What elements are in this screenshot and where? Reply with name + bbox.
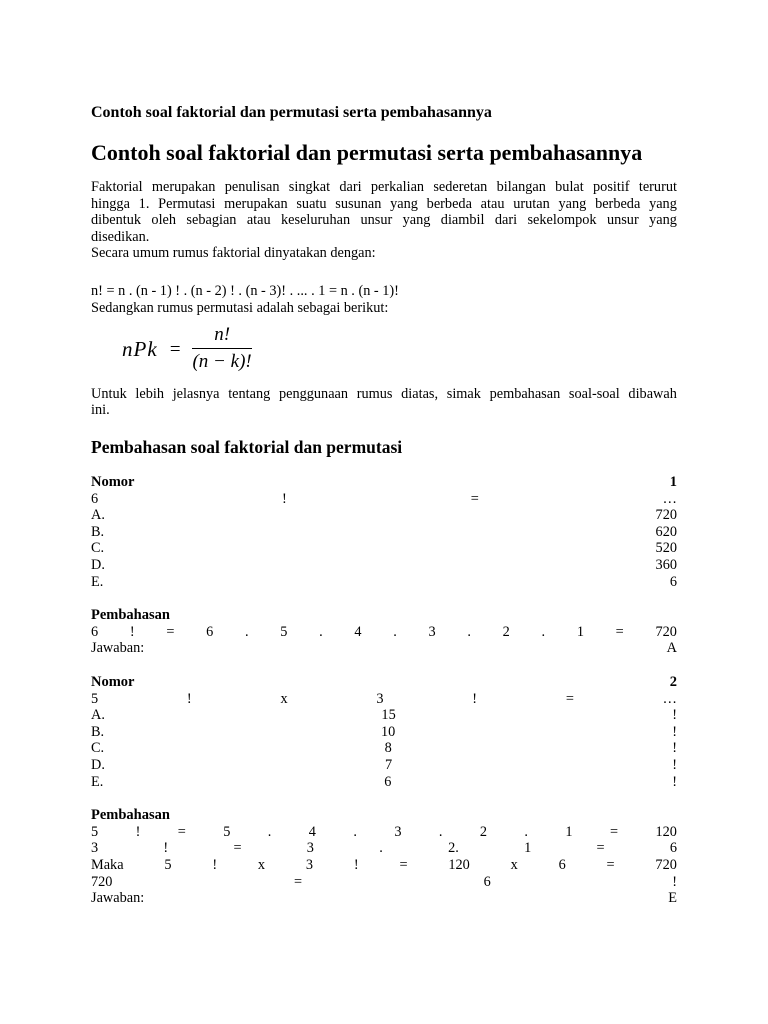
text-token: simak	[446, 385, 481, 402]
text-token: .	[524, 823, 528, 840]
text-token: !	[186, 690, 192, 707]
text-token: 15	[381, 707, 396, 724]
fraction-numerator: n!	[192, 325, 251, 349]
text-token: Nomor	[91, 673, 135, 690]
text-token: sekelompok	[527, 212, 597, 229]
usage-line	[91, 386, 677, 403]
usage-note	[91, 386, 677, 419]
text-token: !	[212, 856, 218, 873]
text-token: D.	[91, 756, 105, 773]
text-token: dibentuk	[91, 212, 142, 229]
text-token: 10	[381, 723, 396, 740]
text-token: !	[129, 623, 135, 640]
text-token: C.	[91, 740, 105, 757]
text-token: .	[379, 840, 383, 857]
text-token: disedikan.	[91, 228, 150, 245]
text-token: E.	[91, 773, 104, 790]
text-token: suatu	[296, 195, 327, 212]
text-token: …	[662, 490, 677, 507]
option-row	[91, 707, 677, 724]
text-token: 1	[565, 823, 573, 840]
text-token: 6	[483, 873, 491, 890]
problem-1-discussion	[91, 607, 677, 657]
problem-2-question	[91, 691, 677, 708]
text-token: !	[135, 823, 141, 840]
text-token: 6	[669, 840, 677, 857]
option-row	[91, 507, 677, 524]
text-token: =	[177, 823, 186, 840]
text-token: dari	[339, 179, 362, 195]
text-token: perkalian	[370, 179, 425, 195]
text-token: soal-soal	[568, 385, 620, 402]
text-token: 6	[669, 573, 677, 590]
text-token: diambil	[440, 212, 485, 229]
text-token: 720	[91, 873, 113, 890]
text-token: 3	[394, 823, 402, 840]
problem-1-header	[91, 474, 677, 491]
text-token: !	[672, 723, 677, 740]
formula-fraction	[192, 325, 251, 374]
text-token: .	[319, 623, 323, 640]
text-token: 6	[206, 623, 214, 640]
text-token: atau	[480, 195, 505, 212]
text-token: Jawaban:	[91, 890, 145, 907]
text-token: yang	[649, 195, 677, 212]
text-token: 2	[479, 823, 488, 840]
problem-1-discussion-heading: Pembahasan	[91, 607, 170, 624]
text-token: .	[353, 823, 357, 840]
text-token: tentang	[228, 385, 271, 402]
text-token: yang	[402, 212, 431, 229]
text-token: berbeda	[426, 195, 472, 212]
text-token: atau	[246, 212, 271, 229]
text-token: jelasnya	[172, 385, 220, 402]
text-token: !	[672, 873, 677, 890]
text-token: E	[668, 890, 677, 907]
option-row	[91, 774, 677, 791]
text-token: oleh	[151, 212, 177, 229]
problem-1-answer	[91, 640, 677, 657]
permutation-formula	[122, 325, 252, 374]
factorial-formula-line: n! = n . (n - 1) ! . (n - 2) ! . (n - 3)! . ... . 1 = n . (n - 1)!	[91, 282, 399, 299]
text-token: =	[615, 623, 624, 640]
option-row	[91, 574, 677, 591]
text-token: =	[609, 823, 619, 840]
text-token: .	[438, 823, 443, 840]
intro-line	[91, 212, 677, 229]
text-token: yang	[649, 212, 677, 229]
text-token: merupakan	[151, 179, 216, 195]
formula-lhs: nPk	[122, 337, 158, 361]
text-token: !	[672, 740, 677, 757]
text-token: =	[399, 856, 408, 873]
text-token: 2	[669, 673, 677, 690]
text-token: .	[244, 623, 249, 640]
text-token: 1	[576, 623, 584, 640]
text-token: =	[596, 840, 605, 857]
text-token: 2.	[448, 840, 459, 857]
text-token: =	[470, 490, 479, 507]
discussion-row	[91, 857, 677, 874]
text-token: 120	[655, 823, 677, 840]
text-token: 5	[223, 823, 231, 840]
text-token: .	[467, 623, 471, 640]
problem-2-discussion	[91, 807, 677, 907]
discussion-row	[91, 840, 677, 857]
text-token: 620	[655, 523, 677, 540]
text-token: unsur	[360, 212, 393, 229]
text-token: dibawah	[628, 385, 677, 402]
text-token: 720	[655, 507, 677, 524]
permutation-rule-intro: Sedangkan rumus permutasi adalah sebagai berikut:	[91, 299, 389, 316]
text-token: yang	[558, 195, 587, 212]
text-token: 6	[384, 773, 392, 790]
text-token: 5	[91, 690, 99, 707]
discussion-row	[91, 624, 677, 641]
text-token: penggunaan	[278, 385, 349, 402]
text-token: penulisan	[224, 179, 280, 195]
text-token: diatas,	[401, 385, 439, 402]
intro-paragraph	[91, 179, 677, 245]
text-token: keseluruhan	[281, 212, 351, 229]
document-subtitle: Contoh soal faktorial dan permutasi serta pembahasannya	[91, 104, 492, 121]
text-token: 1.	[138, 195, 150, 212]
text-token: Permutasi	[158, 195, 216, 212]
text-token: bilangan	[496, 179, 546, 195]
text-token: =	[233, 840, 242, 857]
text-token: sederetan	[433, 179, 488, 195]
formula-equals-sign: =	[168, 338, 182, 360]
text-token: B.	[91, 523, 105, 540]
text-token: !	[163, 840, 169, 857]
text-token: 4	[308, 823, 316, 840]
text-token: =	[293, 873, 303, 890]
document-title: Contoh soal faktorial dan permutasi serta pembahasannya	[91, 140, 643, 165]
factorial-rule-intro: Secara umum rumus faktorial dinyatakan dengan:	[91, 245, 376, 262]
discussion-row	[91, 874, 677, 891]
text-token: 3	[428, 623, 436, 640]
text-token: =	[606, 856, 615, 873]
text-token: .	[267, 823, 272, 840]
text-token: !	[282, 490, 287, 507]
text-token: D.	[91, 557, 105, 573]
text-token: 520	[655, 540, 677, 557]
text-token: .	[541, 623, 546, 640]
fraction-denominator: (n − k)!	[192, 351, 252, 373]
text-token: x	[510, 856, 518, 873]
text-token: lebih	[135, 385, 165, 402]
text-token: 3	[376, 690, 384, 707]
text-token: rumus	[356, 385, 393, 402]
problem-2-discussion-work	[91, 824, 677, 907]
text-token: Jawaban:	[91, 640, 145, 657]
text-token: 5	[91, 823, 99, 840]
text-token: singkat	[288, 179, 331, 195]
discussion-row	[91, 824, 677, 841]
text-token: 8	[384, 740, 392, 757]
text-token: 5	[164, 856, 172, 873]
text-token: pembahasan	[489, 385, 561, 402]
text-token: dari	[494, 212, 518, 229]
problem-2	[91, 674, 677, 907]
text-token: =	[565, 690, 574, 707]
text-token: A.	[91, 707, 105, 724]
text-token: 720	[655, 623, 677, 640]
text-token: x	[257, 856, 266, 873]
text-token: positif	[593, 179, 630, 195]
text-token: …	[662, 690, 677, 707]
text-token: unsur	[606, 212, 639, 229]
intro-line	[91, 179, 677, 196]
section-heading: Pembahasan soal faktorial dan permutasi	[91, 437, 403, 458]
text-token: !	[353, 856, 359, 873]
problem-1-discussion-work	[91, 624, 677, 641]
text-token: Faktorial	[91, 179, 143, 195]
problem-2-header	[91, 674, 677, 691]
text-token: berbeda	[595, 195, 641, 212]
text-token: merupakan	[224, 195, 288, 212]
text-token: ini.	[91, 402, 110, 419]
text-token: 120	[448, 856, 470, 873]
intro-line	[91, 229, 677, 246]
text-token: =	[166, 623, 175, 640]
text-token: B.	[91, 723, 105, 740]
text-token: .	[393, 623, 397, 640]
problem-1-options	[91, 507, 677, 590]
text-token: 6	[91, 623, 99, 640]
text-token: A	[666, 640, 677, 657]
text-token: 3	[91, 840, 99, 857]
text-token: !	[472, 690, 478, 707]
text-token: 3	[306, 840, 314, 857]
problem-1-question	[91, 491, 677, 508]
text-token: Nomor	[91, 474, 135, 491]
problem-1	[91, 474, 677, 657]
text-token: sebagian	[186, 212, 237, 229]
discussion-row	[91, 890, 677, 907]
option-row	[91, 540, 677, 557]
text-token: 1	[524, 840, 532, 857]
option-row	[91, 740, 677, 757]
text-token: susunan	[335, 195, 382, 212]
option-row	[91, 524, 677, 541]
text-token: 6	[91, 490, 99, 507]
text-token: terurut	[638, 179, 677, 195]
text-token: Untuk	[91, 385, 127, 402]
text-token: 360	[655, 557, 677, 573]
text-token: 1	[669, 474, 677, 491]
option-row	[91, 557, 677, 574]
usage-line	[91, 402, 677, 419]
text-token: 2	[502, 623, 510, 640]
text-token: 7	[384, 756, 393, 773]
text-token: A.	[91, 507, 105, 524]
text-token: hingga	[91, 195, 130, 212]
text-token: C.	[91, 540, 105, 557]
problem-2-options	[91, 707, 677, 790]
problem-2-discussion-heading: Pembahasan	[91, 807, 170, 824]
text-token: bulat	[555, 179, 584, 195]
option-row	[91, 757, 677, 774]
option-row	[91, 724, 677, 741]
text-token: E.	[91, 573, 104, 590]
text-token: yang	[390, 195, 418, 212]
text-token: Maka	[91, 856, 124, 873]
text-token: x	[280, 690, 288, 707]
text-token: 4	[354, 623, 362, 640]
text-token: !	[672, 773, 677, 790]
intro-line	[91, 196, 677, 213]
text-token: 720	[655, 856, 677, 873]
text-token: 3	[305, 856, 314, 873]
text-token: 6	[558, 856, 566, 873]
text-token: !	[672, 707, 677, 724]
text-token: !	[672, 756, 677, 773]
text-token: urutan	[513, 195, 550, 212]
text-token: 5	[280, 623, 288, 640]
